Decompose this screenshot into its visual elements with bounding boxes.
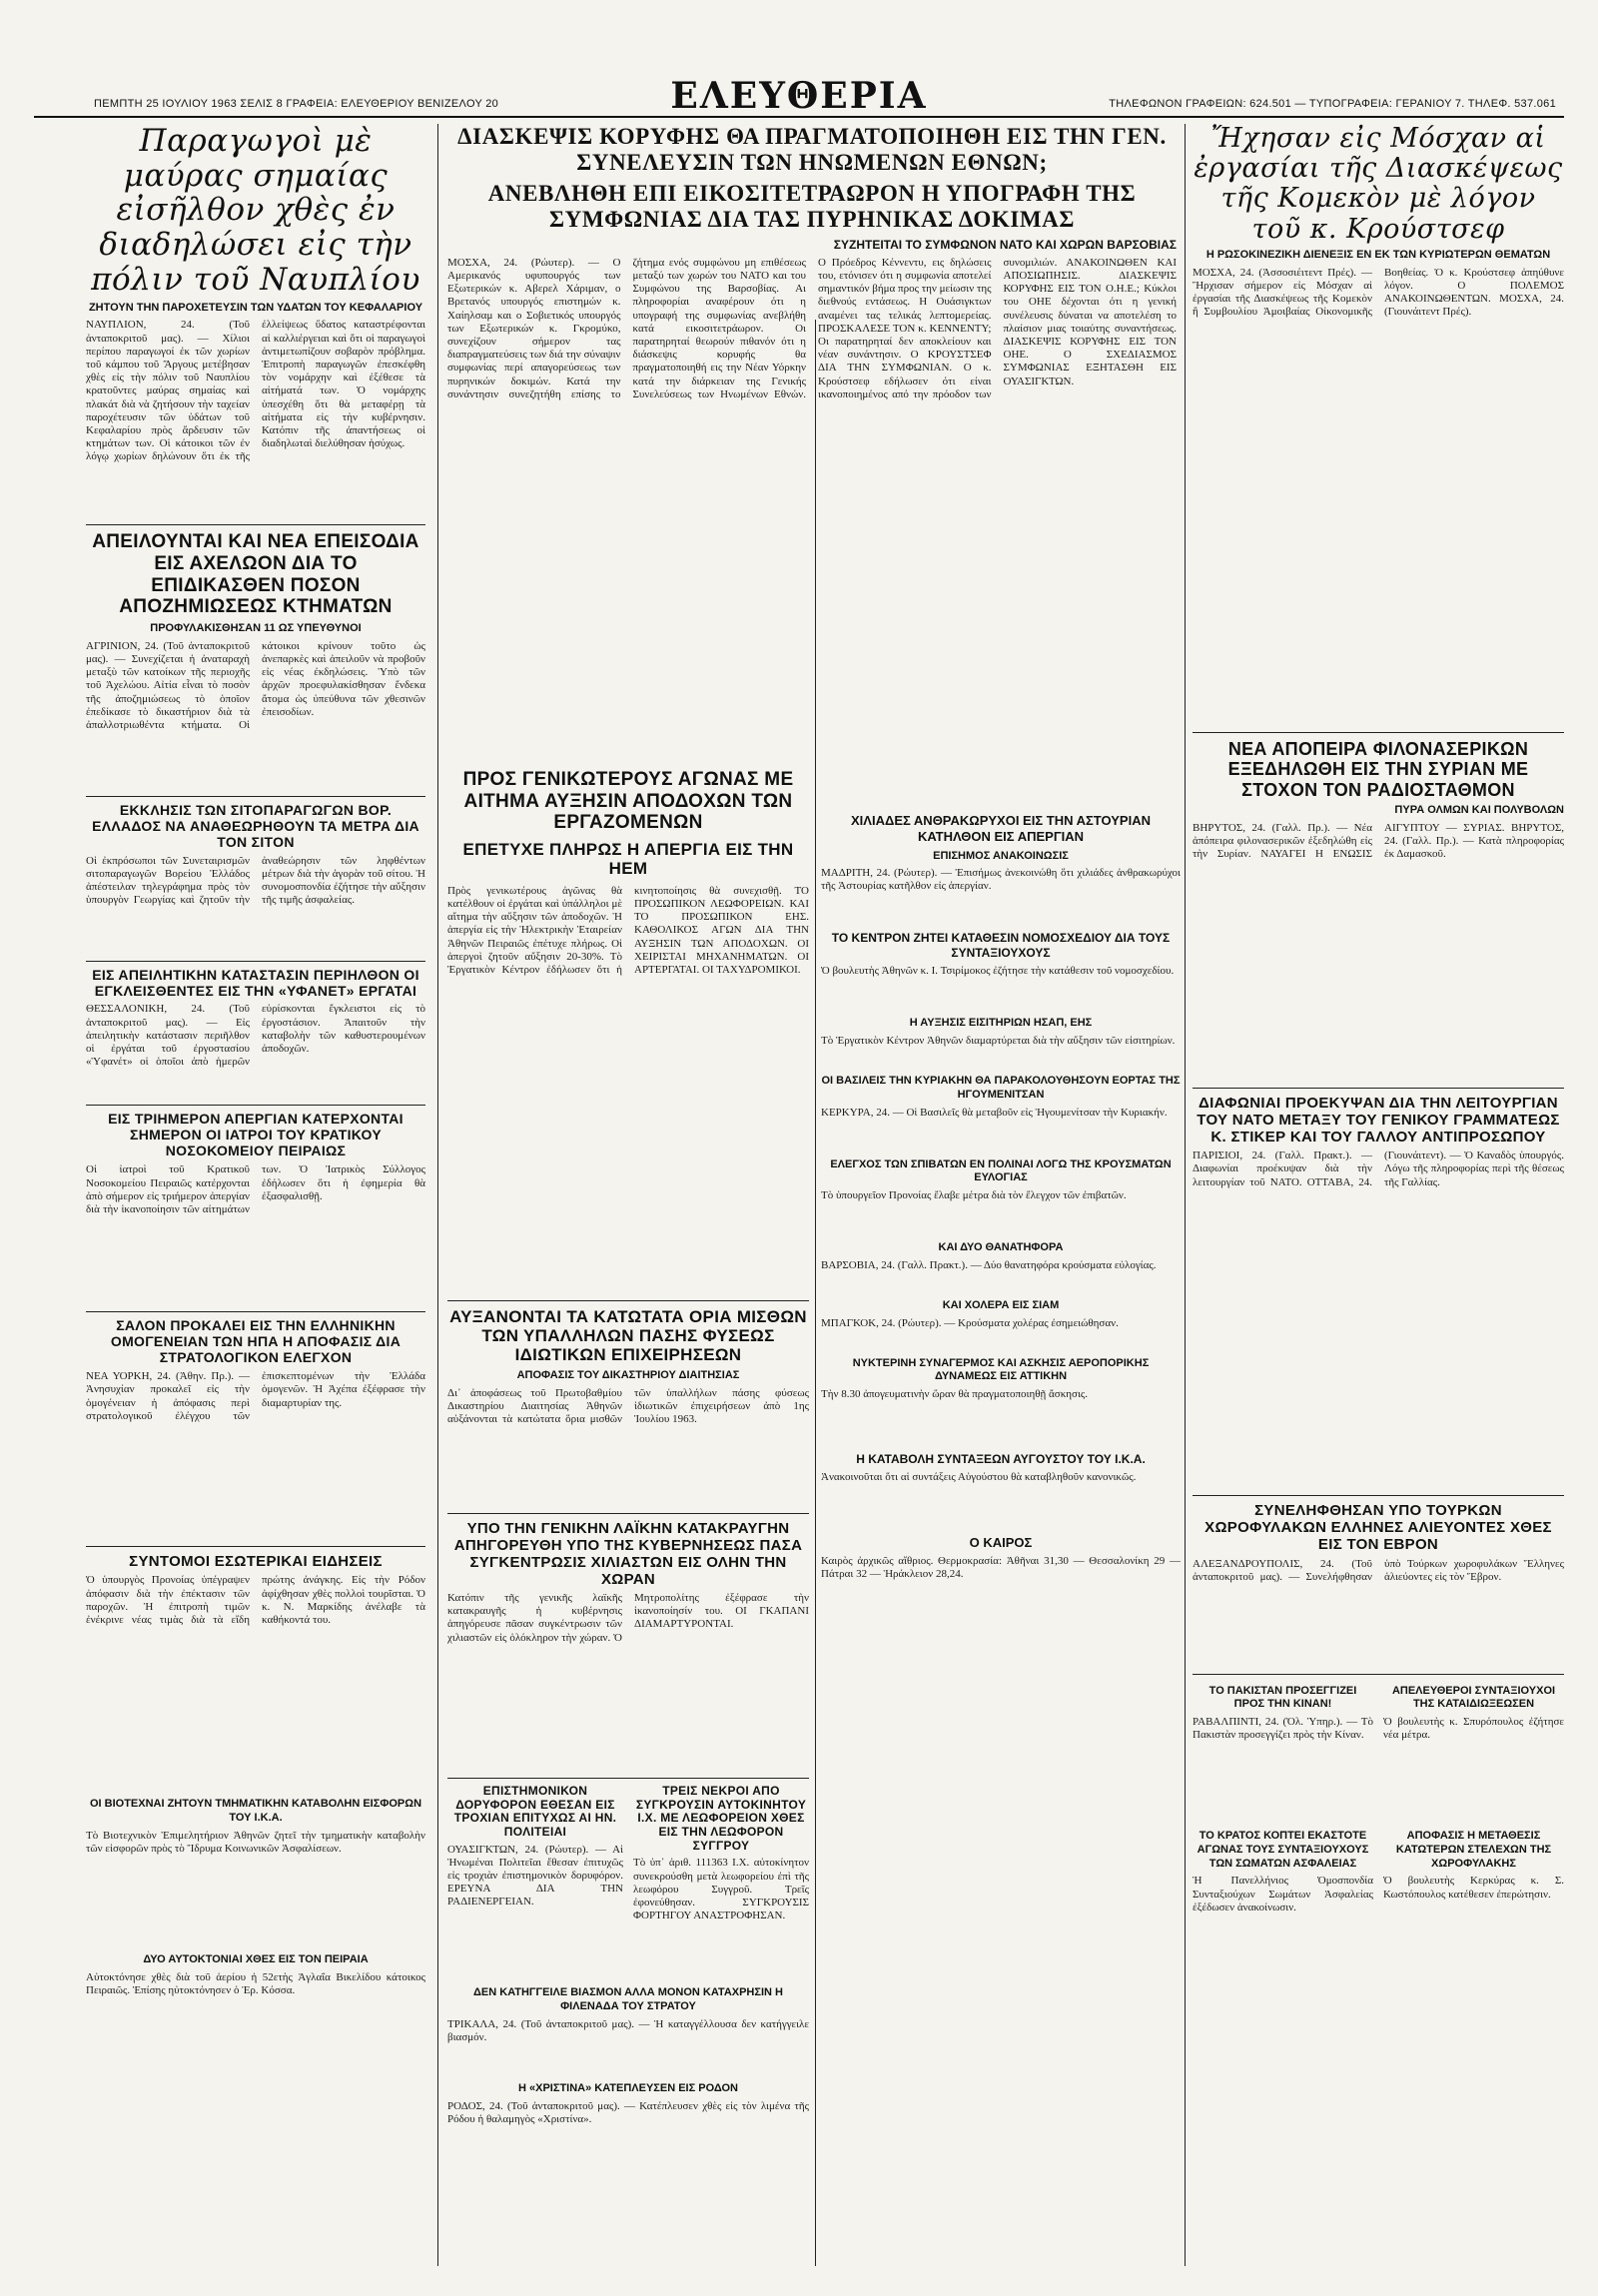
headline-evros: ΣΥΝΕΛΗΦΘΗΣΑΝ ΥΠΟ ΤΟΥΡΚΩΝ ΧΩΡΟΦΥΛΑΚΩΝ ΕΛΛΗΝΕΣ ΑΛΙΕΥΟΝΤΕΣ ΧΘΕΣ ΕΙΣ ΤΟΝ ΕΒΡΟΝ [1204, 1502, 1552, 1554]
headline-nato: ΔΙΑΦΩΝΙΑΙ ΠΡΟΕΚΥΨΑΝ ΔΙΑ ΤΗΝ ΛΕΙΤΟΥΡΓΙΑΝ ΤΟΥ ΝΑΤΟ ΜΕΤΑΞΥ ΤΟΥ ΓΕΝΙΚΟΥ ΓΡΑΜΜΑΤΕΩΣ Κ. ΣΤΙΚΕΡ ΚΑΙ ΤΟΥ ΓΑΛΛΟΥ ΑΝΤΙΠΡΟΣΩΠΟΥ [1197, 1094, 1560, 1147]
article-body: ΡΟΔΟΣ, 24. (Τοῦ ἀνταποκριτοῦ μας). — Κατέπλευσεν χθὲς εἰς τὸν λιμένα τῆς Ρόδου ἡ θαλαμηγὸς «Χριστίνα». [447, 2099, 809, 2125]
article-body: ΜΟΣΧΑ, 24. (Ἀσσοσιέιτεντ Πρές). — Ἤρχισαν σήμερον εἰς Μόσχαν αἱ ἐργασίαι τῆς Διασκέψεως τῆς Κομεκὸν ἢ Συμβουλίου Ἀμοιβαίας Οἰκονομικῆς Βοηθείας. Ὁ κ. Κρούστσεφ ἀπηύθυνε λόγον. Ο ΠΟΛΕΜΟΣ ΑΝΑΚΟΙΝΩΘΕΝΤΩΝ. ΜΟΣΧΑ, 24. (Γιουνάιτεντ Πρές). [1193, 266, 1564, 319]
article-body: Τὸ ὑπ᾿ ἀριθ. 111363 Ι.Χ. αὐτοκίνητον συνεκρούσθη μετὰ λεωφορείου ἐπὶ τῆς λεωφόρου Συγγροῦ. Τρεῖς ἐφονεύθησαν. ΣΥΓΚΡΟΥΣΙΣ ΦΟΡΤΗΓΟΥ ΑΝΑΣΤΡΟΦΗΣΑΝ. [633, 1857, 809, 1922]
headline-doctors-strike: ΕΙΣ ΤΡΙΗΜΕΡΟΝ ΑΠΕΡΓΙΑΝ ΚΑΤΕΡΧΟΝΤΑΙ ΣΗΜΕΡΟΝ ΟΙ ΙΑΤΡΟΙ ΤΟΥ ΚΡΑΤΙΚΟΥ ΝΟΣΟΚΟΜΕΙΟΥ ΠΕΙΡΑΙΩΣ [108, 1111, 403, 1159]
divider [1193, 1495, 1564, 1496]
subheadline: ΑΠΟΦΑΣΙΣ Η ΜΕΤΑΘΕΣΙΣ ΚΑΤΩΤΕΡΩΝ ΣΤΕΛΕΧΩΝ ΤΗΣ ΧΩΡΟΦΥΛΑΚΗΣ [1395, 1830, 1552, 1870]
headline-diaspora: ΣΑΛΟΝ ΠΡΟΚΑΛΕΙ ΕΙΣ ΤΗΝ ΕΛΛΗΝΙΚΗΝ ΟΜΟΓΕΝΕΙΑΝ ΤΩΝ ΗΠΑ Η ΑΠΟΦΑΣΙΣ ΔΙΑ ΣΤΡΑΤΟΛΟΓΙΚΟΝ ΕΛΕΓΧΟΝ [110, 1317, 401, 1366]
article-body: ΝΑΥΠΛΙΟΝ, 24. (Τοῦ ἀνταποκριτοῦ μας). — Χίλιοι περίπου παραγωγοί ἐκ τῶν χωρίων τοῦ κάμπου τοῦ Ἄργους μετέβησαν χθὲς εἰς τὴν πόλιν τοῦ Ναυπλίου κρατοῦντες μαύρας σημαίας καὶ πλακάτ διὰ νὰ ζητήσουν τὴν ταχείαν παροχέτευσιν τῶν ὑδάτων τοῦ Κεφαλαρίου πρὸς ἄρδευσιν τῶν κτημάτων των. Οἱ κάτοικοι τῶν ἐν λόγῳ χωρίων δηλώνουν ὅτι ἐκ τῆς ἐλλείψεως ὕδατος καταστρέφονται αἱ καλλιέργειαι καὶ ὅτι οἱ παραγωγοὶ ἀντιμετωπίζουν σοβαρὸν πρόβλημα. Ἐπιτροπὴ παραγωγῶν ἐπεσκέφθη τὸν νομάρχην καὶ ἐξέθεσε τὰ αἰτήματά των. Ὁ νομάρχης ὑπεσχέθη ὅτι θὰ μεταφέρῃ τὰ αἰτήματα εἰς τὴν κυβέρνησιν. Κατόπιν τῆς ἀπαντήσεως οἱ διαδηλωταὶ διελύθησαν ἡσύχως. [86, 319, 425, 463]
headline-syria: ΝΕΑ ΑΠΟΠΕΙΡΑ ΦΙΛΟΝΑΣΕΡΙΚΩΝ ΕΞΕΔΗΛΩΘΗ ΕΙΣ ΤΗΝ ΣΥΡΙΑΝ ΜΕ ΣΤΟΧΟΝ ΤΟΝ ΡΑΔΙΟΣΤΑΘΜΟΝ [1227, 738, 1529, 800]
headline-comecon: Ἤχησαν εἰς Μόσχαν αἱ ἐργασίαι τῆς Διασκέψεως τῆς Κομεκὸν μὲ λόγον τοῦ κ. Κρούστσεφ [1194, 123, 1563, 245]
weather-body: Καιρὸς ἀρχικῶς αἴθριος. Θερμοκρασία: Ἀθῆναι 31,30 — Θεσσαλονίκη 29 — Πάτραι 32 — Ἡράκλειον 28,24. [821, 1555, 1181, 1581]
article-body: Αὐτοκτόνησε χθὲς διὰ τοῦ ἀερίου ἡ 52ετὴς Ἀγλαΐα Βικελίδου κάτοικος Πειραιῶς. Ἐπίσης ηὐτοκτόνησεν ὁ Ἐρ. Κόσσα. [86, 1970, 425, 1996]
subheadline: ΠΥΡΑ ΟΛΜΩΝ ΚΑΙ ΠΟΛΥΒΟΛΩΝ [1394, 804, 1564, 817]
subheadline: ΟΙ ΒΑΣΙΛΕΙΣ ΤΗΝ ΚΥΡΙΑΚΗΝ ΘΑ ΠΑΡΑΚΟΛΟΥΘΗΣΟΥΝ ΕΟΡΤΑΣ ΤΗΣ ΗΓΟΥΜΕΝΙΤΣΑΝ [821, 1075, 1181, 1101]
masthead [34, 76, 1564, 118]
headline-acheloos: ΑΠΕΙΛΟΥΝΤΑΙ ΚΑΙ ΝΕΑ ΕΠΕΙΣΟΔΙΑ ΕΙΣ ΑΧΕΛΩΟΝ ΔΙΑ ΤΟ ΕΠΙΔΙΚΑΣΘΕΝ ΠΟΣΟΝ ΑΠΟΖΗΜΙΩΣΕΩΣ ΚΤΗΜΑΤΩΝ [92, 531, 419, 618]
divider [1193, 732, 1564, 733]
headline-wheat: ΕΚΚΛΗΣΙΣ ΤΩΝ ΣΙΤΟΠΑΡΑΓΩΓΩΝ ΒΟΡ. ΕΛΛΑΔΟΣ ΝΑ ΑΝΑΘΕΩΡΗΘΟΥΝ ΤΑ ΜΕΤΡΑ ΔΙΑ ΤΟΝ ΣΙΤΟΝ [92, 801, 419, 850]
subheadline: Η ΑΥΞΗΣΙΣ ΕΙΣΙΤΗΡΙΩΝ ΗΣΑΠ, ΕΗΣ [909, 1017, 1093, 1030]
lead-subheadline: ΣΥΖΗΤΕΙΤΑΙ ΤΟ ΣΥΜΦΩΝΟΝ ΝΑΤΟ ΚΑΙ ΧΩΡΩΝ ΒΑΡΣΟΒΙΑΣ [833, 237, 1177, 252]
divider [1193, 1088, 1564, 1089]
article-body: ΚΕΡΚΥΡΑ, 24. — Οἱ Βασιλεῖς θὰ μεταβοῦν εἰς Ἡγουμενίτσαν τὴν Κυριακήν. [821, 1106, 1168, 1119]
subheadline: ΤΟ ΠΑΚΙΣΤΑΝ ΠΡΟΣΕΓΓΙΖΕΙ ΠΡΟΣ ΤΗΝ ΚΙΝΑΝ! [1208, 1684, 1357, 1711]
article-body: ΑΛΕΞΑΝΔΡΟΥΠΟΛΙΣ, 24. (Τοῦ ἀνταποκριτοῦ μας). — Συνελήφθησαν ὑπὸ Τούρκων χωροφυλάκων Ἕλληνες ἁλιεύοντες εἰς τὸν Ἕβρον. [1193, 1557, 1564, 1583]
divider [447, 1778, 809, 1779]
lead-headline-2: ΑΝΕΒΛΗΘΗ ΕΠΙ ΕΙΚΟΣΙΤΕΤΡΑΩΡΟΝ Η ΥΠΟΓΡΑΦΗ ΤΗΣ ΣΥΜΦΩΝΙΑΣ ΔΙΑ ΤΑΣ ΠΥΡΗΝΙΚΑΣ ΔΟΚΙΜΑΣ [487, 180, 1137, 233]
article-body: Ἡ Πανελλήνιος Ὁμοσπονδία Συνταξιούχων Σωμάτων Ἀσφαλείας ἐξέδωσεν ἀνακοίνωσιν. [1193, 1875, 1373, 1913]
article-body: Ἀνακοινοῦται ὅτι αἱ συντάξεις Αὐγούστου θὰ καταβληθοῦν κανονικῶς. [821, 1471, 1137, 1483]
article-body: Δι᾿ ἀποφάσεως τοῦ Πρωτοβαθμίου Δικαστηρίου Διαιτησίας Ἀθηνῶν αὐξάνονται τὰ κατώτατα ὅρια μισθῶν τῶν ὑπαλλήλων πάσης φύσεως ἰδιωτικῶν ἐπιχειρήσεων ἀπὸ 1ης Ἰουλίου 1963. [447, 1386, 809, 1425]
article-body: Κατόπιν τῆς γενικῆς λαϊκῆς κατακραυγῆς ἡ κυβέρνησις ἀπηγόρευσε πᾶσαν συγκέντρωσιν τῶν χιλιαστῶν εἰς ὁλόκληρον τὴν χώραν. Ὁ Μητροπολίτης ἐξέφρασε τὴν ἱκανοποίησίν του. ΟΙ ΓΚΑΠΑΝΙ ΔΙΑΜΑΡΤΥΡΟΝΤΑΙ. [447, 1591, 809, 1644]
article-body: ΜΑΔΡΙΤΗ, 24. (Ρώυτερ). — Ἐπισήμως ἀνεκοινώθη ὅτι χιλιάδες ἀνθρακωρύχοι τῆς Ἀστουρίας κατῆλθον εἰς ἀπεργίαν. [821, 867, 1181, 893]
article-body: Ὁ ὑπουργὸς Προνοίας ὑπέγραψεν ἀπόφασιν διὰ τὴν ἐπέκτασιν τῶν παροχῶν. Ἡ ἐπιτροπὴ τιμῶν ἐνέκρινε νέας τιμὰς διὰ τὰ εἴδη πρώτης ἀνάγκης. Εἰς τὴν Ρόδον ἀφίχθησαν χθὲς πολλοὶ τουρῖσται. Ὁ κ. Ν. Μαρκίδης ἀνέλαβε τὰ καθήκοντά του. [86, 1574, 425, 1626]
column-right [1193, 124, 1564, 1984]
headline-accident: ΤΡΕΙΣ ΝΕΚΡΟΙ ΑΠΟ ΣΥΓΚΡΟΥΣΙΝ ΑΥΤΟΚΙΝΗΤΟΥ Ι.Χ. ΜΕ ΛΕΩΦΟΡΕΙΟΝ ΧΘΕΣ ΕΙΣ ΤΗΝ ΛΕΩΦΟΡΟΝ ΣΥΓΓΡΟΥ [635, 1783, 807, 1853]
article-body: ΘΕΣΣΑΛΟΝΙΚΗ, 24. (Τοῦ ἀνταποκριτοῦ μας). — Εἰς ἀπειλητικὴν κατάστασιν περιῆλθον οἱ ἐργάται τοῦ ἐργοστασίου «Ὑφανέτ» οἱ ὁποῖοι ἀπὸ ἡμερῶν εὑρίσκονται ἔγκλειστοι εἰς τὸ ἐργοστάσιον. Ἀπαιτοῦν τὴν καταβολὴν τῶν καθυστερουμένων ἀποδοχῶν. [86, 1003, 425, 1069]
divider [86, 524, 425, 525]
article-body: Τὴν 8.30 ἀπογευματινὴν ὥραν θὰ πραγματοποιηθῇ ἄσκησις. [821, 1388, 1089, 1400]
date-line: ΠΕΜΠΤΗ 25 ΙΟΥΛΙΟΥ 1963 ΣΕΛΙΣ 8 ΓΡΑΦΕΙΑ: ΕΛΕΥΘΕΡΙΟΥ ΒΕΝΙΖΕΛΟΥ 20 [94, 98, 499, 110]
column-divider [437, 124, 438, 2266]
headline-chiliasts: ΥΠΟ ΤΗΝ ΓΕΝΙΚΗΝ ΛΑΪΚΗΝ ΚΑΤΑΚΡΑΥΓΗΝ ΑΠΗΓΟΡΕΥΘΗ ΥΠΟ ΤΗΣ ΚΥΒΕΡΝΗΣΕΩΣ ΠΑΣΑ ΣΥΓΚΕΝΤΡΩΣΙΣ ΧΙΛΙΑΣΤΩΝ ΕΙΣ ΟΛΗΝ ΤΗΝ ΧΩΡΑΝ [453, 1519, 803, 1588]
article-body: ΝΕΑ ΥΟΡΚΗ, 24. (Ἀθην. Πρ.). — Ἀνησυχίαν προκαλεῖ εἰς τὴν ὁμογένειαν ἡ ἀπόφασις περὶ στρατολογικοῦ ἐλέγχου τῶν ἐπισκεπτομένων τὴν Ἑλλάδα ὁμογενῶν. Ἡ Ἀχέπα ἐξέφρασε τὴν διαμαρτυρίαν της. [86, 1370, 425, 1422]
article-body: Οἱ ἰατροὶ τοῦ Κρατικοῦ Νοσοκομείου Πειραιῶς κατέρχονται ἀπὸ σήμερον εἰς τριήμερον ἀπεργίαν διὰ τὴν ἱκανοποίησιν τῶν αἰτημάτων των. Ὁ Ἰατρικὸς Σύλλογος ἐδήλωσεν ὅτι ἡ ἐφημερία θὰ ἐξασφαλισθῇ. [86, 1163, 425, 1215]
headline-satellite: ΕΠΙΣΤΗΜΟΝΙΚΟΝ ΔΟΡΥΦΟΡΟΝ ΕΘΕΣΑΝ ΕΙΣ ΤΡΟΧΙΑΝ ΕΠΙΤΥΧΩΣ ΑΙ ΗΝ. ΠΟΛΙΤΕΙΑΙ [453, 1783, 617, 1839]
lead-body: ΜΟΣΧΑ, 24. (Ρώυτερ). — Ο Αμερικανός υφυπουργός των Εξωτερικών κ. Αβερελ Χάριμαν, ο Βρετανός υπουργός επιστημών κ. Χαίηλσαμ και ο Σοβιετικός υπουργός των Εξωτερικών κ. Γκρομύκο, συνεχίζουν σήμερον τας διαπραγματεύσεις των διά την σύναψιν συμφωνίας περί απαγορεύσεως των πυρηνικών δοκιμών. Κατά την συνάντησιν συνεζητήθη επίσης το ζήτημα ενός συμφώνου μη επιθέσεως μεταξύ των χωρών του ΝΑΤΟ και του Συμφώνου της Βαρσοβίας. Αι πληροφορίαι αναφέρουν ότι η υπογραφή της συμφωνίας ανεβλήθη κατά εικοσιτετράωρον. Οι παρατηρηταί θεωρούν πιθανόν ότι η διάσκεψις κορυφής θα πραγματοποιηθή εις την Νέαν Υόρκην κατά την διάρκειαν της Γενικής Συνελεύσεως των Ηνωμένων Εθνών. Ο Πρόεδρος Κέννεντυ, εις δηλώσεις του, ετόνισεν ότι η συμφωνία αποτελεί σημαντικόν βήμα προς την μείωσιν της διεθνούς εντάσεως. Η Ουάσιγκτων αναμένει τας τελικάς λεπτομερείας. ΠΡΟΣΚΑΛΕΣΕ ΤΟΝ κ. ΚΕΝΝΕΝΤΥ; Οι παρατηρηταί δεν αποκλείουν και νέαν συνάντησιν. Ο ΚΡΟΥΣΤΣΕΦ ΔΙΑ ΤΗΝ ΣΥΜΦΩΝΙΑΝ. Ο κ. Κρούστσεφ εδήλωσεν ότι είναι ικανοποιημένος από την πρόοδον των συνομιλιών. ΑΝΑΚΟΙΝΩΘΕΝ ΚΑΙ ΑΠΟΣΙΩΠΗΣΙΣ. ΔΙΑΣΚΕΨΙΣ ΚΟΡΥΦΗΣ ΕΙΣ ΤΟΝ Ο.Η.Ε.; Κύκλοι του ΟΗΕ δέχονται ότι η γενική συνέλευσις δύναται να αποτελέση το πλαίσιον μιας τοιαύτης συναντήσεως. ΔΙΑΣΚΕΨΙΣ ΚΟΡΥΦΗΣ ΕΙΣ ΤΟΝ ΟΗΕ. Ο ΣΧΕΔΙΑΣΜΟΣ ΣΥΜΦΩΝΙΑΣ ΕΞΗΤΑΣΘΗ ΕΙΣ ΟΥΑΣΙΓΚΤΩΝ. [447, 256, 1177, 400]
column-left [86, 124, 425, 2061]
article-body: Τὸ Βιοτεχνικὸν Ἐπιμελητήριον Ἀθηνῶν ζητεῖ τὴν τμηματικὴν καταβολὴν τῶν εἰσφορῶν πρὸς τὸ Ἵδρυμα Κοινωνικῶν Ἀσφαλίσεων. [86, 1829, 425, 1855]
headline-domestic-news: ΣΥΝΤΟΜΟΙ ΕΣΩΤΕΡΙΚΑΙ ΕΙΔΗΣΕΙΣ [129, 1553, 383, 1571]
subheadline: Η ΡΩΣΟΚΙΝΕΖΙΚΗ ΔΙΕΝΕΞΙΣ ΕΝ ΕΚ ΤΩΝ ΚΥΡΙΩΤΕΡΩΝ ΘΕΜΑΤΩΝ [1205, 248, 1551, 261]
weather-heading: Ο ΚΑΙΡΟΣ [969, 1535, 1033, 1550]
column-divider [1185, 124, 1186, 2266]
article-body: ΒΑΡΣΟΒΙΑ, 24. (Γαλλ. Πρακτ.). — Δύο θανατηφόρα κρούσματα εὐλογίας. [821, 1258, 1157, 1271]
subheadline: ΑΠΕΛΕΥΘΕΡΟΙ ΣΥΝΤΑΞΙΟΥΧΟΙ ΤΗΣ ΚΑΤΑΙΔΙΩΞΕΩΣΕΝ [1391, 1684, 1556, 1711]
divider [86, 1546, 425, 1547]
headline-strike-hem: ΕΠΕΤΥΧΕ ΠΛΗΡΩΣ Η ΑΠΕΡΓΙΑ ΕΙΣ ΤΗΝ ΗΕΜ [462, 839, 794, 879]
subheadline: ΤΟ ΚΡΑΤΟΣ ΚΟΠΤΕΙ ΕΚΑΣΤΟΤΕ ΑΓΩΝΑΣ ΤΟΥΣ ΣΥΝΤΑΞΙΟΥΧΟΥΣ ΤΩΝ ΣΩΜΑΤΩΝ ΑΣΦΑΛΕΙΑΣ [1197, 1830, 1369, 1870]
article-body: ΜΠΑΓΚΟΚ, 24. (Ρώυτερ). — Κρούσματα χολέρας ἐσημειώθησαν. [821, 1316, 1119, 1329]
subheadline: ΧΙΛΙΑΔΕΣ ΑΝΘΡΑΚΩΡΥΧΟΙ ΕΙΣ ΤΗΝ ΑΣΤΟΥΡΙΑΝ ΚΑΤΗΛΘΟΝ ΕΙΣ ΑΠΕΡΓΙΑΝ [851, 813, 1151, 845]
subheadline: ΕΠΙΣΗΜΟΣ ΑΝΑΚΟΙΝΩΣΙΣ [933, 849, 1069, 862]
headline-nafplio: Παραγωγοὶ μὲ μαύρας σημαίας εἰσῆλθον χθὲς ἐν διαδηλώσει εἰς τὴν πόλιν τοῦ Ναυπλίου [91, 123, 420, 298]
subheadline: ΔΕΝ ΚΑΤΗΓΓΕΙΛΕ ΒΙΑΣΜΟΝ ΑΛΛΑ ΜΟΝΟΝ ΚΑΤΑΧΡΗΣΙΝ Η ΦΙΛΕΝΑΔΑ ΤΟΥ ΣΤΡΑΤΟΥ [473, 1986, 783, 2013]
article-body: Τὸ Ἐργατικὸν Κέντρον Ἀθηνῶν διαμαρτύρεται διὰ τὴν αὔξησιν τῶν εἰσιτηρίων. [821, 1035, 1176, 1047]
divider [447, 1513, 809, 1514]
subheadline: ΚΑΙ ΧΟΛΕΡΑ ΕΙΣ ΣΙΑΜ [942, 1298, 1060, 1311]
subheadline: ΚΑΙ ΔΥΟ ΘΑΝΑΤΗΦΟΡΑ [938, 1241, 1064, 1253]
subheadline: ΤΟ ΚΕΝΤΡΟΝ ΖΗΤΕΙ ΚΑΤΑΘΕΣΙΝ ΝΟΜΟΣΧΕΔΙΟΥ ΔΙΑ ΤΟΥΣ ΣΥΝΤΑΞΙΟΥΧΟΥΣ [831, 931, 1171, 961]
subheadline: ΕΛΕΓΧΟΣ ΤΩΝ ΣΠΙΒΑΤΩΝ ΕΝ ΠΟΛΙΝΑΙ ΛΟΓΩ ΤΗΣ ΚΡΟΥΣΜΑΤΩΝ ΕΥΛΟΓΙΑΣ [830, 1157, 1172, 1184]
article-body: ΠΑΡΙΣΙΟΙ, 24. (Γαλλ. Πρακτ.). — Διαφωνίαι προέκυψαν διὰ τὴν λειτουργίαν τοῦ ΝΑΤΟ. ΟΤΤΑΒΑ, 24. (Γιουνάιτεντ). — Ὁ Καναδὸς ὑπουργός. Λόγω τῆς πληροφορίας περὶ τῆς θέσεως τῆς Γαλλίας. [1193, 1149, 1564, 1188]
article-body: ΤΡΙΚΑΛΑ, 24. (Τοῦ ἀνταποκριτοῦ μας). — Ἡ καταγγέλλουσα δεν κατήγγειλε βιασμόν. [447, 2017, 809, 2044]
article-body: ΑΓΡΙΝΙΟΝ, 24. (Τοῦ ἀνταποκριτοῦ μας). — Συνεχίζεται ἡ ἀναταραχὴ μεταξὺ τῶν κατοίκων τῆς περιοχῆς τοῦ Ἀχελώου. Αἰτία εἶναι τὸ ποσὸν τῆς ἀποζημιώσεως τὸ ὁποῖον ἐπεδίκασε τὸ δικαστήριον διὰ τὰ ἀπαλλοτριωθέντα κτήματα. Οἱ κάτοικοι κρίνουν τοῦτο ὡς ἀνεπαρκὲς καὶ ἀπειλοῦν νὰ προβοῦν εἰς νέας ἐκδηλώσεις. Ὑπὸ τῶν ἀρχῶν προεφυλακίσθησαν ἕνδεκα ἄτομα ὡς ὑπεύθυνα τῶν χθεσινῶν ἐπεισοδίων. [86, 639, 425, 731]
lead-story [447, 124, 1177, 726]
column-center-right [821, 809, 1181, 1635]
article-body: Οἱ ἐκπρόσωποι τῶν Συνεταιρισμῶν σιτοπαραγωγῶν Βορείου Ἑλλάδος ἀπέστειλαν τηλεγράφημα πρὸς τὸν ὑπουργὸν Γεωργίας καὶ ζητοῦν τὴν ἀναθεώρησιν τῶν ληφθέντων μέτρων διὰ τὴν ἀγορὰν τοῦ σίτου. Ἡ συνομοσπονδία ἐζήτησε τὴν αὔξησιν τῆς τιμῆς ἀσφαλείας. [86, 854, 425, 907]
headline-yfanet: ΕΙΣ ΑΠΕΙΛΗΤΙΚΗΝ ΚΑΤΑΣΤΑΣΙΝ ΠΕΡΙΗΛΘΟΝ ΟΙ ΕΓΚΛΕΙΣΘΕΝΤΕΣ ΕΙΣ ΤΗΝ «ΥΦΑΝΕΤ» ΕΡΓΑΤΑΙ [92, 966, 419, 999]
article-body: Ὁ βουλευτὴς κ. Σπυρόπουλος ἐζήτησε νέα μέτρα. [1383, 1716, 1564, 1742]
subheadline: ΠΡΟΦΥΛΑΚΙΣΘΗΣΑΝ 11 ΩΣ ΥΠΕΥΘΥΝΟΙ [150, 621, 362, 634]
subheadline: ΖΗΤΟΥΝ ΤΗΝ ΠΑΡΟΧΕΤΕΥΣΙΝ ΤΩΝ ΥΔΑΤΩΝ ΤΟΥ ΚΕΦΑΛΑΡΙΟΥ [88, 301, 423, 314]
column-center-left [447, 769, 809, 2160]
article-body: ΟΥΑΣΙΓΚΤΩΝ, 24. (Ρώυτερ). — Αἱ Ἡνωμέναι Πολιτεῖαι ἔθεσαν ἐπιτυχῶς εἰς τροχιὰν ἐπιστημονικὸν δορυφόρον. ΕΡΕΥΝΑ ΔΙΑ ΤΗΝ ΡΑΔΙΕΝΕΡΓΕΙΑΝ. [447, 1843, 623, 1909]
divider [1193, 1674, 1564, 1675]
divider [86, 796, 425, 797]
subheadline: Η «ΧΡΙΣΤΙΝΑ» ΚΑΤΕΠΛΕΥΣΕΝ ΕΙΣ ΡΟΔΟΝ [518, 2081, 738, 2094]
article-body: Ὁ βουλευτὴς Κερκύρας κ. Σ. Κωστόπουλος κατέθεσεν ἐπερώτησιν. [1383, 1875, 1564, 1901]
divider [86, 1311, 425, 1312]
lead-headline: ΔΙΑΣΚΕΨΙΣ ΚΟΡΥΦΗΣ ΘΑ ΠΡΑΓΜΑΤΟΠΟΙΗΘΗ ΕΙΣ ΤΗΝ ΓΕΝ. ΣΥΝΕΛΕΥΣΙΝ ΤΩΝ ΗΝΩΜΕΝΩΝ ΕΘΝΩΝ; [457, 124, 1167, 176]
article-body: ΒΗΡΥΤΟΣ, 24. (Γαλλ. Πρ.). — Νέα ἀπόπειρα φιλονασερικῶν ἐξεδηλώθη εἰς τὴν Συρίαν. ΝΑΥΑΓΕΙ Η ΕΝΩΣΙΣ ΑΙΓΥΠΤΟΥ — ΣΥΡΙΑΣ. ΒΗΡΥΤΟΣ, 24. (Γαλλ. Πρ.). — Κατὰ πληροφορίας ἐκ Δαμασκοῦ. [1193, 821, 1564, 861]
article-body: Πρὸς γενικωτέρους ἀγῶνας θὰ κατέλθουν οἱ ἐργάται καὶ ὑπάλληλοι μὲ αἴτημα τὴν αὔξησιν τῶν ἀποδοχῶν. Ἡ ἀπεργία εἰς τὴν Ἡλεκτρικὴν Ἑταιρείαν Ἀθηνῶν Πειραιῶς ἐπέτυχε πλήρως. Οἱ ἀπεργοὶ ζητοῦν αὔξησιν 20-30%. Τὸ Ἐργατικὸν Κέντρον ἐδήλωσεν ὅτι ἡ κινητοποίησις θὰ συνεχισθῇ. ΤΟ ΠΡΟΣΩΠΙΚΟΝ ΛΕΩΦΟΡΕΙΩΝ. ΚΑΙ ΤΟ ΠΡΟΣΩΠΙΚΟΝ ΕΗΣ. ΚΑΘΟΛΙΚΟΣ ΑΓΩΝ ΔΙΑ ΤΗΝ ΑΥΞΗΣΙΝ ΤΩΝ ΑΠΟΔΟΧΩΝ. ΟΙ ΧΕΙΡΙΣΤΑΙ ΜΗΧΑΝΗΜΑΤΩΝ. ΟΙ ΑΡΤΕΡΓΑΤΑΙ. ΟΙ ΤΑΧΥΔΡΟΜΙΚΟΙ. [447, 884, 809, 976]
phone-line: ΤΗΛΕΦΩΝΟΝ ΓΡΑΦΕΙΩΝ: 624.501 — ΤΥΠΟΓΡΑΦΕΙΑ: ΓΕΡΑΝΙΟΥ 7. ΤΗΛΕΦ. 537.061 [1109, 98, 1556, 110]
headline-wages: ΑΥΞΑΝΟΝΤΑΙ ΤΑ ΚΑΤΩΤΑΤΑ ΟΡΙΑ ΜΙΣΘΩΝ ΤΩΝ ΥΠΑΛΛΗΛΩΝ ΠΑΣΗΣ ΦΥΣΕΩΣ ΙΔΙΩΤΙΚΩΝ ΕΠΙΧΕΙΡΗΣΕΩΝ [449, 1306, 807, 1365]
subheadline: ΝΥΚΤΕΡΙΝΗ ΣΥΝΑΓΕΡΜΟΣ ΚΑΙ ΑΣΚΗΣΙΣ ΑΕΡΟΠΟΡΙΚΗΣ ΔΥΝΑΜΕΩΣ ΕΙΣ ΑΤΤΙΚΗΝ [852, 1356, 1150, 1383]
subheadline: ΟΙ ΒΙΟΤΕΧΝΑΙ ΖΗΤΟΥΝ ΤΜΗΜΑΤΙΚΗΝ ΚΑΤΑΒΟΛΗΝ ΕΙΣΦΟΡΩΝ ΤΟΥ Ι.Κ.Α. [89, 1798, 422, 1825]
article-body: Ὁ βουλευτὴς Ἀθηνῶν κ. Ι. Τσιρίμοκος ἐζήτησε τὴν κατάθεσιν τοῦ νομοσχεδίου. [821, 965, 1175, 978]
divider [86, 1105, 425, 1106]
article-body: Τὸ ὑπουργεῖον Προνοίας ἔλαβε μέτρα διὰ τὸν ἔλεγχον τῶν ἐπιβατῶν. [821, 1189, 1127, 1201]
divider [86, 961, 425, 962]
newspaper-title: ΕΛΕΥΘΕΡΙΑ [670, 75, 928, 117]
divider [447, 1300, 809, 1301]
subheadline: Η ΚΑΤΑΒΟΛΗ ΣΥΝΤΑΞΕΩΝ ΑΥΓΟΥΣΤΟΥ ΤΟΥ Ι.Κ.Α. [856, 1452, 1146, 1466]
article-body: ΡΑΒΑΛΠΙΝΤΙ, 24. (Ὁλ. Ὑπηρ.). — Τὸ Πακιστὰν προσεγγίζει πρὸς τὴν Κίναν. [1193, 1716, 1373, 1742]
subheadline: ΑΠΟΦΑΣΙΣ ΤΟΥ ΔΙΚΑΣΤΗΡΙΟΥ ΔΙΑΙΤΗΣΙΑΣ [516, 1368, 740, 1381]
subheadline: ΔΥΟ ΑΥΤΟΚΤΟΝΙΑΙ ΧΘΕΣ ΕΙΣ ΤΟΝ ΠΕΙΡΑΙΑ [143, 1952, 369, 1965]
headline-workers: ΠΡΟΣ ΓΕΝΙΚΩΤΕΡΟΥΣ ΑΓΩΝΑΣ ΜΕ ΑΙΤΗΜΑ ΑΥΞΗΣΙΝ ΑΠΟΔΟΧΩΝ ΤΩΝ ΕΡΓΑΖΟΜΕΝΩΝ [462, 769, 794, 834]
